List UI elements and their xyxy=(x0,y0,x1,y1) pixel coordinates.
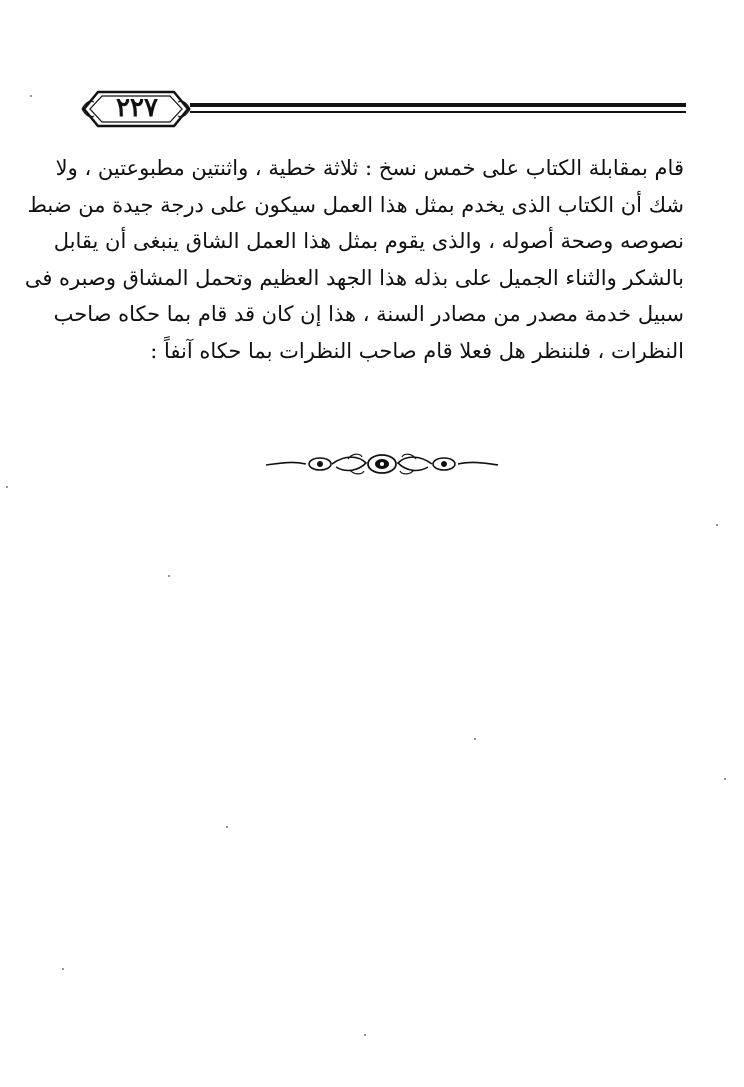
text-line-1: قام بمقابلة الكتاب على خمس نسخ : ثلاثة خطية ، واثنتين مطبوعتين ، ولا xyxy=(55,156,684,180)
text-line-4: بالشكر والثناء الجميل على بذله هذا الجهد العظيم وتحمل المشاق وصبره فى xyxy=(24,265,684,290)
header-rule-thin xyxy=(190,111,686,113)
scan-speck xyxy=(724,778,726,780)
scan-speck xyxy=(226,826,228,828)
text-line-3: نصوصه وصحة أصوله ، والذى يقوم بمثل هذا العمل الشاق ينبغى أن يقابل xyxy=(53,229,684,253)
scan-speck xyxy=(364,1034,366,1036)
scan-speck xyxy=(168,575,170,577)
scan-speck xyxy=(6,486,8,488)
floral-divider-icon xyxy=(262,451,502,477)
page-number-frame xyxy=(80,86,192,132)
scan-speck xyxy=(474,738,476,740)
text-line-6: النظرات ، فلننظر هل فعلا قام صاحب النظرات بما حكاه آنفاً : xyxy=(150,338,684,363)
scan-speck xyxy=(716,524,718,526)
text-line-5: سبيل خدمة مصدر من مصادر السنة ، هذا إن كان قد قام بما حكاه صاحب xyxy=(53,302,684,326)
page-number: ٢٢٧ xyxy=(116,93,158,123)
body-paragraph xyxy=(24,150,684,369)
header-rule-thick xyxy=(190,103,686,107)
scan-speck xyxy=(62,968,64,970)
scan-speck xyxy=(30,95,32,97)
page-header xyxy=(80,86,686,132)
text-line-2: شك أن الكتاب الذى يخدم بمثل هذا العمل سيكون على درجة جيدة من ضبط xyxy=(27,192,684,217)
